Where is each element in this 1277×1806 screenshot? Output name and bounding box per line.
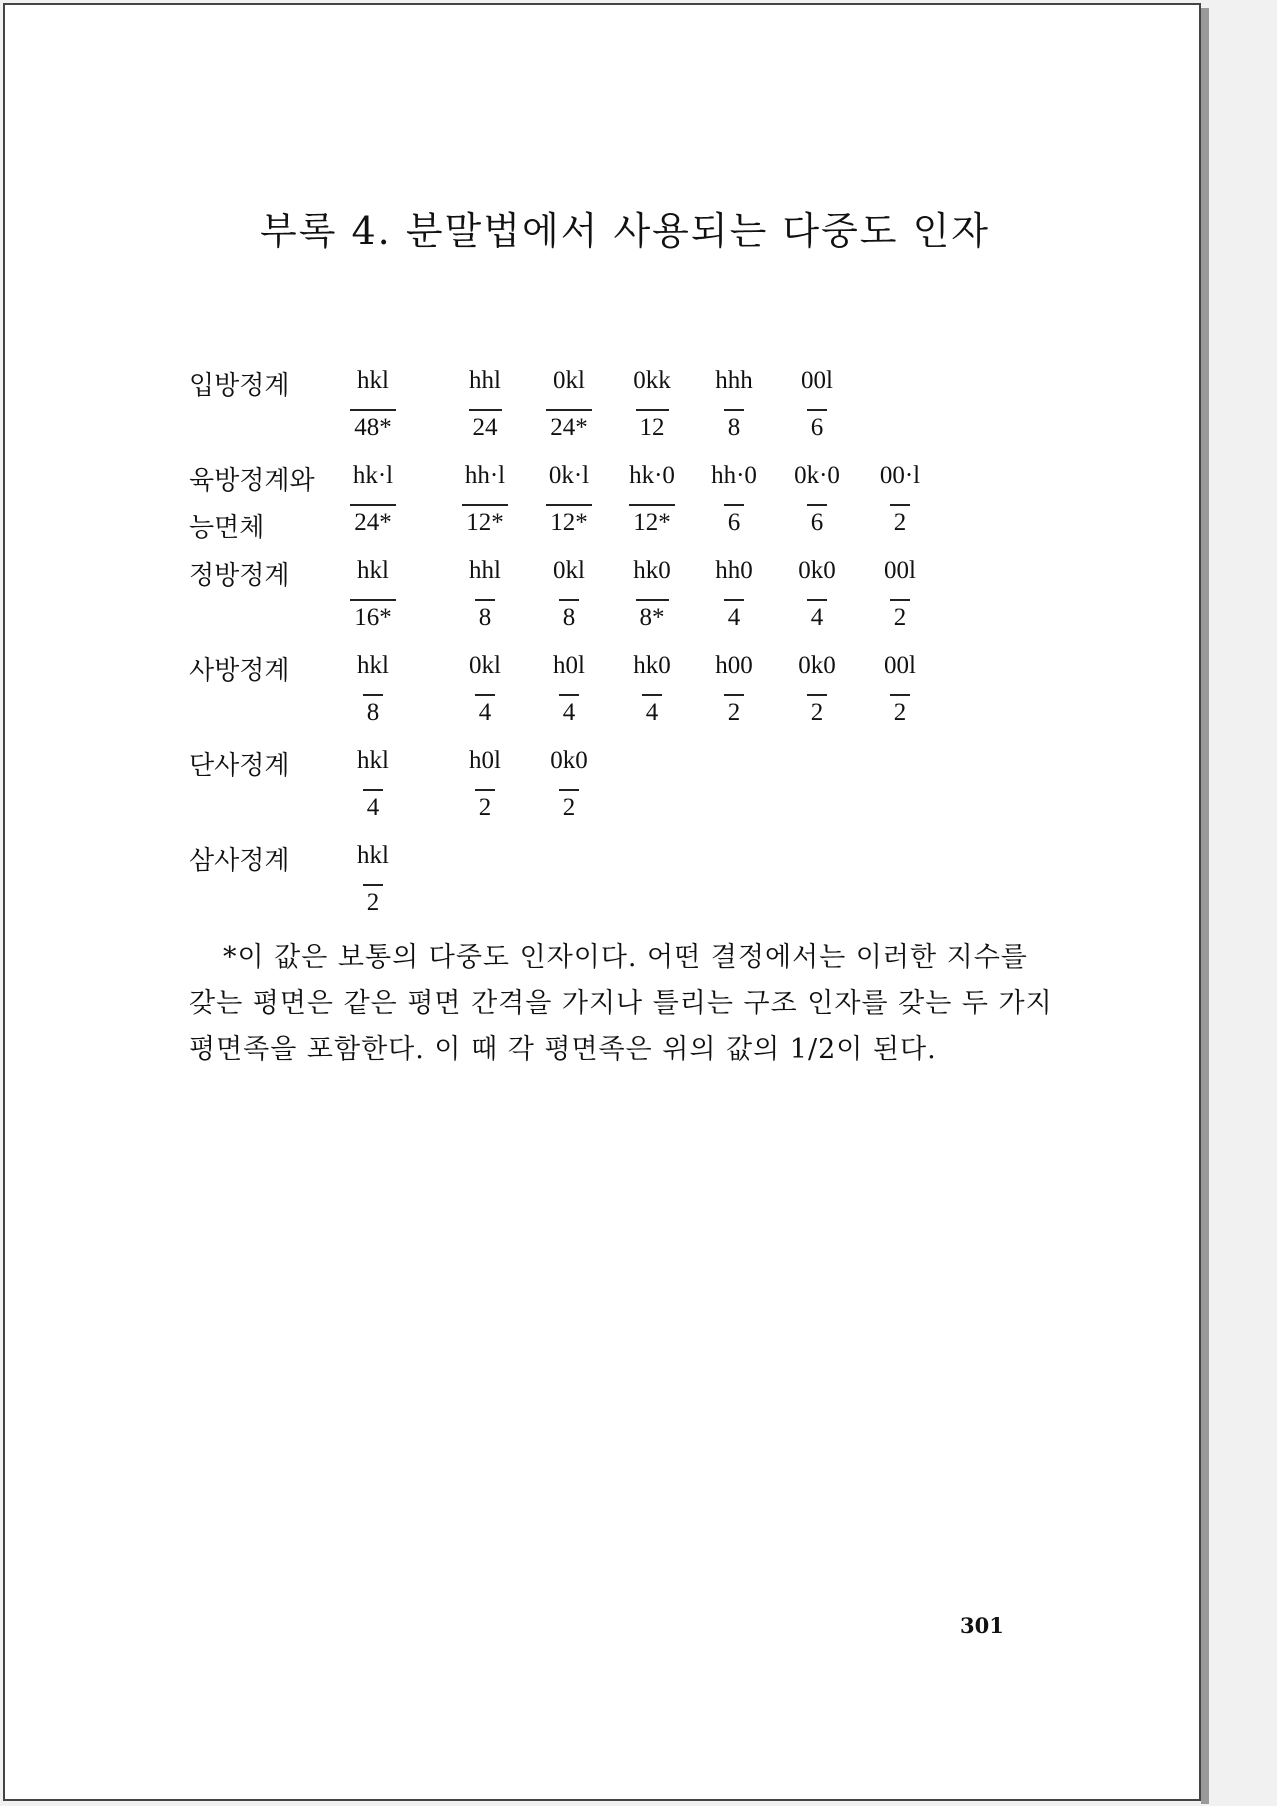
multiplicity-cell: 2 xyxy=(691,694,777,727)
multiplicity-cell: 2 xyxy=(526,789,612,822)
multiplicity-cell: 4 xyxy=(442,694,528,727)
book-page xyxy=(3,3,1201,1801)
multiplicity-cell: 2 xyxy=(774,694,860,727)
multiplicity-cell: 8 xyxy=(442,599,528,632)
system-label-triclinic: 삼사정계 xyxy=(189,846,290,876)
multiplicity-cell: 12* xyxy=(609,504,695,537)
multiplicity-cell: 6 xyxy=(774,504,860,537)
multiplicity-cell: 24* xyxy=(330,504,416,537)
multiplicity-cell: 48* xyxy=(330,409,416,442)
index-cell: 0kl xyxy=(469,652,501,679)
index-cell: 00l xyxy=(884,557,916,584)
multiplicity-cell: 4 xyxy=(774,599,860,632)
index-cell: hkl xyxy=(357,367,389,394)
page-title: 부록 4. 분말법에서 사용되는 다중도 인자 xyxy=(260,209,990,253)
system-label-tetragonal: 정방정계 xyxy=(189,561,290,591)
index-cell: hk·l xyxy=(352,462,394,489)
multiplicity-cell: 4 xyxy=(609,694,695,727)
index-cell: hk0 xyxy=(633,557,671,584)
index-cell: 0k0 xyxy=(798,557,836,584)
multiplicity-cell: 2 xyxy=(857,694,943,727)
index-cell: 0k·l xyxy=(548,462,590,489)
index-cell: 0kl xyxy=(553,557,585,584)
index-cell: hkl xyxy=(357,652,389,679)
footnote-line: 평면족을 포함한다. 이 때 각 평면족은 위의 값의 1/2이 된다. xyxy=(189,1034,937,1065)
system-label-rhombohedral: 능면체 xyxy=(189,513,265,543)
footnote-line: *이 값은 보통의 다중도 인자이다. 어떤 결정에서는 이러한 지수를 xyxy=(223,942,1028,973)
index-cell: h0l xyxy=(469,747,501,774)
index-cell: 0kl xyxy=(553,367,585,394)
multiplicity-cell: 4 xyxy=(526,694,612,727)
multiplicity-cell: 24 xyxy=(442,409,528,442)
index-cell: hk·0 xyxy=(629,462,675,489)
multiplicity-cell: 16* xyxy=(330,599,416,632)
index-cell: 00·l xyxy=(879,462,921,489)
index-cell: 00l xyxy=(884,652,916,679)
index-cell: 0k0 xyxy=(550,747,588,774)
system-label-hexagonal: 육방정계와 xyxy=(189,466,315,496)
multiplicity-cell: 6 xyxy=(774,409,860,442)
index-cell: hkl xyxy=(357,842,389,869)
system-label-orthorhombic: 사방정계 xyxy=(189,656,290,686)
index-cell: h00 xyxy=(715,652,753,679)
index-cell: hkl xyxy=(357,557,389,584)
multiplicity-cell: 2 xyxy=(857,599,943,632)
multiplicity-cell: 12* xyxy=(442,504,528,537)
multiplicity-cell: 6 xyxy=(691,504,777,537)
multiplicity-cell: 8 xyxy=(526,599,612,632)
index-cell: h0l xyxy=(553,652,585,679)
index-cell: 00l xyxy=(801,367,833,394)
index-cell: hk0 xyxy=(633,652,671,679)
index-cell: hh·0 xyxy=(711,462,757,489)
page-number: 301 xyxy=(960,1613,1004,1638)
multiplicity-cell: 12* xyxy=(526,504,612,537)
multiplicity-cell: 12 xyxy=(609,409,695,442)
multiplicity-cell: 4 xyxy=(330,789,416,822)
page-edge-shadow xyxy=(1201,8,1209,1804)
multiplicity-cell: 2 xyxy=(857,504,943,537)
index-cell: hhh xyxy=(715,367,753,394)
multiplicity-cell: 2 xyxy=(330,884,416,917)
multiplicity-cell: 24* xyxy=(526,409,612,442)
multiplicity-cell: 8 xyxy=(330,694,416,727)
multiplicity-cell: 2 xyxy=(442,789,528,822)
footnote-line: 갖는 평면은 같은 평면 간격을 가지나 틀리는 구조 인자를 갖는 두 가지 xyxy=(189,988,1053,1019)
index-cell: hhl xyxy=(469,367,501,394)
index-cell: hh·l xyxy=(464,462,506,489)
system-label-cubic: 입방정계 xyxy=(189,371,290,401)
multiplicity-cell: 8* xyxy=(609,599,695,632)
system-label-monoclinic: 단사정계 xyxy=(189,751,290,781)
index-cell: 0kk xyxy=(633,367,671,394)
index-cell: hh0 xyxy=(715,557,753,584)
multiplicity-cell: 4 xyxy=(691,599,777,632)
multiplicity-cell: 8 xyxy=(691,409,777,442)
index-cell: hkl xyxy=(357,747,389,774)
index-cell: 0k0 xyxy=(798,652,836,679)
index-cell: 0k·0 xyxy=(794,462,840,489)
index-cell: hhl xyxy=(469,557,501,584)
